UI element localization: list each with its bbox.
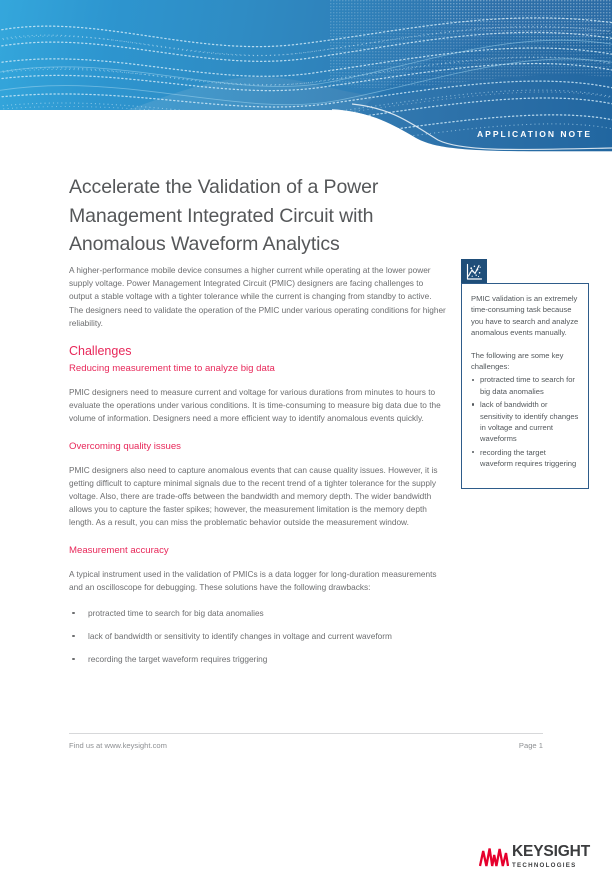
keysight-wordmark: [512, 844, 590, 870]
sidebar-challenges-list: [471, 374, 580, 469]
application-note-label: APPLICATION NOTE: [477, 129, 592, 139]
subsection-body-overcoming-quality-issues: PMIC designers also need to capture anomalous events that can cause quality issues. However, it is getting difficult to capture minimal signals due to the recent trend of a tighter tolerance for the supply voltage. Also, there are trade-offs between the bandwidth and memory depth. The wider bandwidth allows you to capture the faster spikes; however, the measurement limitation is the memory depth length. As a result, you can miss the problematic behavior outside the measurement window.: [69, 464, 438, 528]
list-item: protracted time to search for big data anomalies: [69, 607, 447, 619]
list-item: recording the target waveform requires triggering: [471, 447, 580, 470]
list-item: lack of bandwidth or sensitivity to identify changes in voltage and current waveform: [69, 630, 447, 642]
list-item: recording the target waveform requires triggering: [69, 653, 447, 665]
keysight-logo: [479, 842, 597, 876]
keysight-name: KEYSIGHT: [512, 843, 591, 860]
analytics-scatter-icon: [461, 259, 487, 285]
page-title: Accelerate the Validation of a Power Management Integrated Circuit with Anomalous Waveform Analytics: [69, 176, 379, 256]
list-item: protracted time to search for big data anomalies: [471, 374, 580, 397]
subsection-heading-reducing-measurement-time: Reducing measurement time to analyze big data: [69, 363, 275, 375]
keysight-subtitle: TECHNOLOGIES: [512, 862, 577, 869]
subsection-heading-measurement-accuracy: Measurement accuracy: [69, 544, 169, 556]
keysight-waveform-mark: [479, 846, 509, 868]
sidebar-paragraph-2: The following are some key challenges:: [471, 350, 564, 372]
main-column: [69, 264, 447, 676]
subsection-body-reducing-measurement-time: PMIC designers need to measure current and voltage for various durations from minutes to hours to evaluate the operations under various conditions. It is time-consuming to measure big data due to the volume of information. Designers need a more efficient way to identify anomalous events quickly.: [69, 387, 441, 424]
footer-url: Find us at www.keysight.com: [69, 741, 167, 750]
drawbacks-list: [69, 607, 447, 665]
challenges-heading: Challenges: [69, 344, 132, 359]
subsection-body-measurement-accuracy: A typical instrument used in the validation of PMICs is a data logger for long-duration measurements and an oscilloscope for debugging. These solutions have the following drawbacks:: [69, 568, 437, 592]
footer-page-number: Page 1: [518, 741, 543, 750]
footer-divider: [69, 733, 543, 734]
header-banner: [0, 0, 612, 152]
subsection-heading-overcoming-quality-issues: Overcoming quality issues: [69, 440, 181, 452]
intro-paragraph: A higher-performance mobile device consumes a higher current while operating at the lower power supply voltage. Power Management Integrated Circuit (PMIC) designers are facing challenges to output a stable voltage with a tighter tolerance while the current is changing from standby to active. The designers need to validate the operation of the PMIC under various operating conditions for higher reliability.: [69, 265, 446, 328]
sidebar-paragraph-1: PMIC validation is an extremely time-consuming task because you have to search and analyze anomalous events manually.: [471, 294, 579, 338]
sidebar-text-box: [461, 283, 589, 489]
list-item: lack of bandwidth or sensitivity to identify changes in voltage and current waveforms: [471, 399, 580, 445]
